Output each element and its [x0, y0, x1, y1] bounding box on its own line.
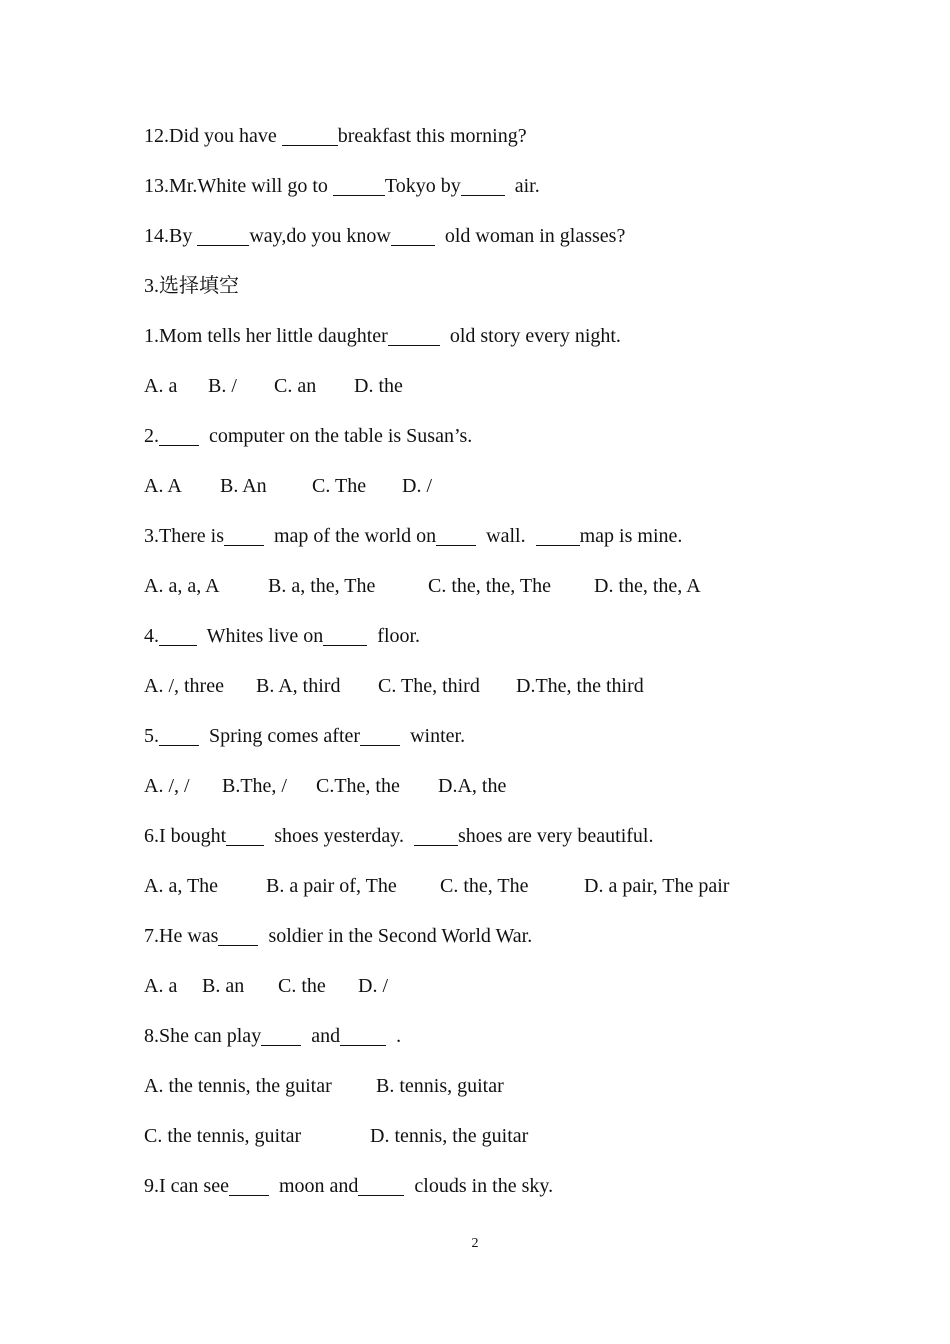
option-c: C. the: [278, 975, 326, 997]
answer-blank: [159, 725, 199, 746]
question-4: 4. Whites live on floor.: [144, 625, 421, 647]
option-a: A. a: [144, 975, 178, 997]
answer-blank: [360, 725, 400, 746]
answer-blank: [224, 525, 264, 546]
answer-blank: [391, 225, 435, 246]
answer-blank: [229, 1175, 269, 1196]
option-b: B. a pair of, The: [266, 875, 397, 897]
option-c: C. the, the, The: [428, 575, 551, 597]
answer-blank: [159, 625, 197, 646]
option-a: A. a, a, A: [144, 575, 220, 597]
option-d: D.The, the third: [516, 675, 644, 697]
answer-blank: [218, 925, 258, 946]
option-d: D. a pair, The pair: [584, 875, 730, 897]
question-1: 1.Mom tells her little daughter old story every night.: [144, 325, 621, 347]
answer-blank: [323, 625, 367, 646]
option-a: A. A: [144, 475, 182, 497]
question-7: 7.He was soldier in the Second World War.: [144, 925, 533, 947]
answer-blank: [414, 825, 458, 846]
question-5: 5. Spring comes after winter.: [144, 725, 466, 747]
question-3: 3.There is map of the world on wall. map is mine.: [144, 525, 683, 547]
option-a: A. a, The: [144, 875, 219, 897]
option-a: A. /, three: [144, 675, 224, 697]
option-a: A. /, /: [144, 775, 190, 797]
option-c: C. The, third: [378, 675, 480, 697]
answer-blank: [536, 525, 580, 546]
question-6: 6.I bought shoes yesterday. shoes are very beautiful.: [144, 825, 654, 847]
question-9: 9.I can see moon and clouds in the sky.: [144, 1175, 554, 1197]
option-c: C. the tennis, guitar: [144, 1125, 302, 1147]
answer-blank: [461, 175, 505, 196]
answer-blank: [159, 425, 199, 446]
answer-blank: [388, 325, 440, 346]
option-d: D. /: [402, 475, 432, 497]
option-c: C.The, the: [316, 775, 400, 797]
option-b: B. /: [208, 375, 237, 397]
option-d: D. the: [354, 375, 403, 397]
answer-blank: [282, 125, 338, 146]
option-b: B. a, the, The: [268, 575, 376, 597]
option-d: D. tennis, the guitar: [370, 1125, 529, 1147]
answer-blank: [197, 225, 249, 246]
option-b: B. An: [220, 475, 267, 497]
page-number: 2: [471, 1236, 479, 1251]
option-a: A. a: [144, 375, 178, 397]
option-c: C. The: [312, 475, 367, 497]
answer-blank: [261, 1025, 301, 1046]
answer-blank: [358, 1175, 404, 1196]
answer-blank: [340, 1025, 386, 1046]
option-b: B. an: [202, 975, 245, 997]
option-d: D.A, the: [438, 775, 507, 797]
answer-blank: [333, 175, 385, 196]
option-c: C. an: [274, 375, 317, 397]
question-8: 8.She can play and .: [144, 1025, 402, 1047]
question-12: 12.Did you have breakfast this morning?: [144, 125, 527, 147]
option-b: B. A, third: [256, 675, 341, 697]
answer-blank: [226, 825, 264, 846]
option-b: B.The, /: [222, 775, 287, 797]
section-title: 3.选择填空: [144, 275, 239, 297]
question-13: 13.Mr.White will go to Tokyo by air.: [144, 175, 540, 197]
question-14: 14.By way,do you know old woman in glasses?: [144, 225, 626, 247]
option-c: C. the, The: [440, 875, 529, 897]
question-2: 2. computer on the table is Susan’s.: [144, 425, 473, 447]
option-a: A. the tennis, the guitar: [144, 1075, 332, 1097]
option-d: D. the, the, A: [594, 575, 701, 597]
option-d: D. /: [358, 975, 388, 997]
answer-blank: [436, 525, 476, 546]
option-b: B. tennis, guitar: [376, 1075, 504, 1097]
